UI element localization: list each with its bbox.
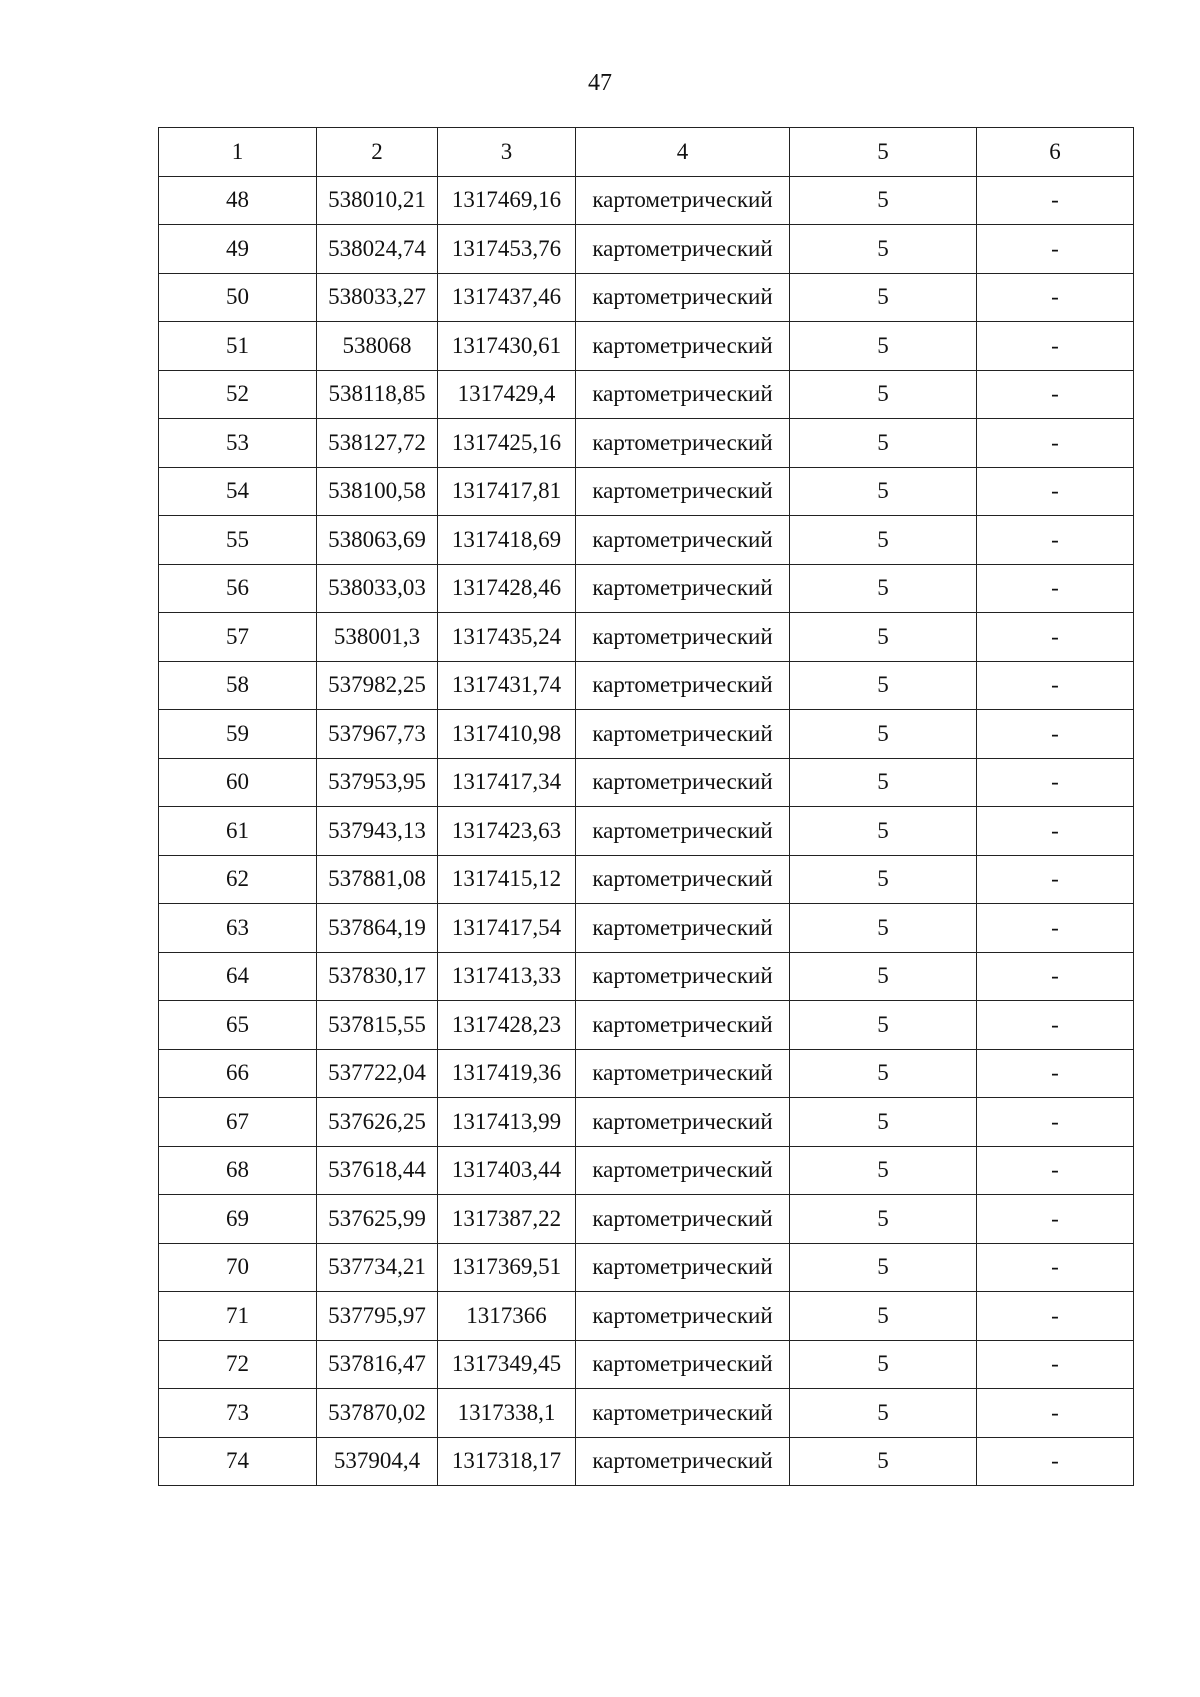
x-coordinate-cell: 537830,17 <box>317 952 438 1001</box>
point-number-cell: 51 <box>159 322 317 371</box>
note-cell: - <box>977 1389 1134 1438</box>
y-coordinate-cell: 1317413,33 <box>438 952 576 1001</box>
accuracy-cell: 5 <box>790 176 977 225</box>
method-cell: картометрический <box>576 613 790 662</box>
accuracy-cell: 5 <box>790 1389 977 1438</box>
note-cell: - <box>977 952 1134 1001</box>
y-coordinate-cell: 1317387,22 <box>438 1195 576 1244</box>
method-cell: картометрический <box>576 322 790 371</box>
point-number-cell: 70 <box>159 1243 317 1292</box>
accuracy-cell: 5 <box>790 516 977 565</box>
accuracy-cell: 5 <box>790 758 977 807</box>
accuracy-cell: 5 <box>790 1195 977 1244</box>
method-cell: картометрический <box>576 1049 790 1098</box>
note-cell: - <box>977 1340 1134 1389</box>
note-cell: - <box>977 322 1134 371</box>
x-coordinate-cell: 537864,19 <box>317 904 438 953</box>
method-cell: картометрический <box>576 1146 790 1195</box>
table-row <box>159 904 1134 953</box>
y-coordinate-cell: 1317430,61 <box>438 322 576 371</box>
table-row <box>159 1098 1134 1147</box>
table-body <box>159 176 1134 1486</box>
note-cell: - <box>977 225 1134 274</box>
method-cell: картометрический <box>576 710 790 759</box>
y-coordinate-cell: 1317419,36 <box>438 1049 576 1098</box>
accuracy-cell: 5 <box>790 710 977 759</box>
page-number: 47 <box>588 70 612 96</box>
point-number-cell: 74 <box>159 1437 317 1486</box>
x-coordinate-cell: 538024,74 <box>317 225 438 274</box>
point-number-cell: 64 <box>159 952 317 1001</box>
note-cell: - <box>977 467 1134 516</box>
point-number-cell: 54 <box>159 467 317 516</box>
point-number-cell: 50 <box>159 273 317 322</box>
method-cell: картометрический <box>576 855 790 904</box>
accuracy-cell: 5 <box>790 807 977 856</box>
x-coordinate-cell: 537953,95 <box>317 758 438 807</box>
x-coordinate-cell: 538068 <box>317 322 438 371</box>
note-cell: - <box>977 1001 1134 1050</box>
x-coordinate-cell: 537943,13 <box>317 807 438 856</box>
x-coordinate-cell: 537618,44 <box>317 1146 438 1195</box>
table-row <box>159 1340 1134 1389</box>
y-coordinate-cell: 1317417,54 <box>438 904 576 953</box>
y-coordinate-cell: 1317415,12 <box>438 855 576 904</box>
accuracy-cell: 5 <box>790 322 977 371</box>
method-cell: картометрический <box>576 1437 790 1486</box>
method-cell: картометрический <box>576 516 790 565</box>
accuracy-cell: 5 <box>790 952 977 1001</box>
x-coordinate-cell: 538118,85 <box>317 370 438 419</box>
note-cell: - <box>977 1243 1134 1292</box>
note-cell: - <box>977 1195 1134 1244</box>
point-number-cell: 63 <box>159 904 317 953</box>
x-coordinate-cell: 537626,25 <box>317 1098 438 1147</box>
note-cell: - <box>977 1146 1134 1195</box>
x-coordinate-cell: 538001,3 <box>317 613 438 662</box>
y-coordinate-cell: 1317417,81 <box>438 467 576 516</box>
note-cell: - <box>977 516 1134 565</box>
y-coordinate-cell: 1317437,46 <box>438 273 576 322</box>
method-cell: картометрический <box>576 1340 790 1389</box>
column-header: 4 <box>576 128 790 177</box>
x-coordinate-cell: 538033,27 <box>317 273 438 322</box>
x-coordinate-cell: 537904,4 <box>317 1437 438 1486</box>
method-cell: картометрический <box>576 176 790 225</box>
point-number-cell: 69 <box>159 1195 317 1244</box>
accuracy-cell: 5 <box>790 1292 977 1341</box>
accuracy-cell: 5 <box>790 225 977 274</box>
method-cell: картометрический <box>576 661 790 710</box>
method-cell: картометрический <box>576 758 790 807</box>
y-coordinate-cell: 1317425,16 <box>438 419 576 468</box>
note-cell: - <box>977 758 1134 807</box>
method-cell: картометрический <box>576 225 790 274</box>
x-coordinate-cell: 537881,08 <box>317 855 438 904</box>
note-cell: - <box>977 273 1134 322</box>
method-cell: картометрический <box>576 273 790 322</box>
point-number-cell: 57 <box>159 613 317 662</box>
accuracy-cell: 5 <box>790 467 977 516</box>
x-coordinate-cell: 537982,25 <box>317 661 438 710</box>
note-cell: - <box>977 1292 1134 1341</box>
table-row <box>159 710 1134 759</box>
x-coordinate-cell: 537967,73 <box>317 710 438 759</box>
y-coordinate-cell: 1317418,69 <box>438 516 576 565</box>
x-coordinate-cell: 537795,97 <box>317 1292 438 1341</box>
point-number-cell: 66 <box>159 1049 317 1098</box>
x-coordinate-cell: 537625,99 <box>317 1195 438 1244</box>
method-cell: картометрический <box>576 1195 790 1244</box>
method-cell: картометрический <box>576 1098 790 1147</box>
accuracy-cell: 5 <box>790 1340 977 1389</box>
note-cell: - <box>977 1049 1134 1098</box>
accuracy-cell: 5 <box>790 904 977 953</box>
table-row <box>159 1195 1134 1244</box>
point-number-cell: 55 <box>159 516 317 565</box>
y-coordinate-cell: 1317435,24 <box>438 613 576 662</box>
point-number-cell: 53 <box>159 419 317 468</box>
column-header: 5 <box>790 128 977 177</box>
accuracy-cell: 5 <box>790 1437 977 1486</box>
table-row <box>159 1389 1134 1438</box>
table-row <box>159 273 1134 322</box>
method-cell: картометрический <box>576 1243 790 1292</box>
method-cell: картометрический <box>576 1389 790 1438</box>
accuracy-cell: 5 <box>790 370 977 419</box>
table-row <box>159 1437 1134 1486</box>
note-cell: - <box>977 904 1134 953</box>
accuracy-cell: 5 <box>790 273 977 322</box>
note-cell: - <box>977 710 1134 759</box>
y-coordinate-cell: 1317453,76 <box>438 225 576 274</box>
method-cell: картометрический <box>576 370 790 419</box>
table-row <box>159 419 1134 468</box>
x-coordinate-cell: 537815,55 <box>317 1001 438 1050</box>
accuracy-cell: 5 <box>790 1049 977 1098</box>
y-coordinate-cell: 1317369,51 <box>438 1243 576 1292</box>
y-coordinate-cell: 1317403,44 <box>438 1146 576 1195</box>
note-cell: - <box>977 176 1134 225</box>
column-header: 6 <box>977 128 1134 177</box>
accuracy-cell: 5 <box>790 419 977 468</box>
note-cell: - <box>977 613 1134 662</box>
y-coordinate-cell: 1317349,45 <box>438 1340 576 1389</box>
table-row <box>159 952 1134 1001</box>
point-number-cell: 52 <box>159 370 317 419</box>
method-cell: картометрический <box>576 419 790 468</box>
point-number-cell: 73 <box>159 1389 317 1438</box>
table-row <box>159 1049 1134 1098</box>
accuracy-cell: 5 <box>790 661 977 710</box>
table-row <box>159 564 1134 613</box>
table-row <box>159 516 1134 565</box>
y-coordinate-cell: 1317413,99 <box>438 1098 576 1147</box>
table-row <box>159 1292 1134 1341</box>
method-cell: картометрический <box>576 1001 790 1050</box>
x-coordinate-cell: 537816,47 <box>317 1340 438 1389</box>
point-number-cell: 59 <box>159 710 317 759</box>
point-number-cell: 65 <box>159 1001 317 1050</box>
x-coordinate-cell: 537870,02 <box>317 1389 438 1438</box>
column-header: 3 <box>438 128 576 177</box>
note-cell: - <box>977 661 1134 710</box>
x-coordinate-cell: 538127,72 <box>317 419 438 468</box>
y-coordinate-cell: 1317431,74 <box>438 661 576 710</box>
point-number-cell: 48 <box>159 176 317 225</box>
column-header: 2 <box>317 128 438 177</box>
method-cell: картометрический <box>576 1292 790 1341</box>
y-coordinate-cell: 1317429,4 <box>438 370 576 419</box>
point-number-cell: 56 <box>159 564 317 613</box>
table-row <box>159 370 1134 419</box>
accuracy-cell: 5 <box>790 1243 977 1292</box>
y-coordinate-cell: 1317428,46 <box>438 564 576 613</box>
method-cell: картометрический <box>576 807 790 856</box>
accuracy-cell: 5 <box>790 613 977 662</box>
table-row <box>159 322 1134 371</box>
table-row <box>159 613 1134 662</box>
x-coordinate-cell: 538010,21 <box>317 176 438 225</box>
x-coordinate-cell: 538033,03 <box>317 564 438 613</box>
coordinates-table <box>158 127 1134 1486</box>
y-coordinate-cell: 1317410,98 <box>438 710 576 759</box>
x-coordinate-cell: 537734,21 <box>317 1243 438 1292</box>
accuracy-cell: 5 <box>790 1098 977 1147</box>
point-number-cell: 71 <box>159 1292 317 1341</box>
point-number-cell: 49 <box>159 225 317 274</box>
column-header: 1 <box>159 128 317 177</box>
table-row <box>159 467 1134 516</box>
table-row <box>159 807 1134 856</box>
y-coordinate-cell: 1317366 <box>438 1292 576 1341</box>
note-cell: - <box>977 855 1134 904</box>
point-number-cell: 58 <box>159 661 317 710</box>
table-row <box>159 1001 1134 1050</box>
table-row <box>159 1146 1134 1195</box>
y-coordinate-cell: 1317423,63 <box>438 807 576 856</box>
note-cell: - <box>977 1098 1134 1147</box>
method-cell: картометрический <box>576 467 790 516</box>
table-row <box>159 225 1134 274</box>
accuracy-cell: 5 <box>790 855 977 904</box>
point-number-cell: 62 <box>159 855 317 904</box>
x-coordinate-cell: 538100,58 <box>317 467 438 516</box>
table-row <box>159 661 1134 710</box>
point-number-cell: 72 <box>159 1340 317 1389</box>
method-cell: картометрический <box>576 564 790 613</box>
note-cell: - <box>977 564 1134 613</box>
table-row <box>159 1243 1134 1292</box>
point-number-cell: 61 <box>159 807 317 856</box>
method-cell: картометрический <box>576 952 790 1001</box>
point-number-cell: 68 <box>159 1146 317 1195</box>
method-cell: картометрический <box>576 904 790 953</box>
y-coordinate-cell: 1317417,34 <box>438 758 576 807</box>
table-row <box>159 176 1134 225</box>
accuracy-cell: 5 <box>790 1146 977 1195</box>
note-cell: - <box>977 419 1134 468</box>
x-coordinate-cell: 538063,69 <box>317 516 438 565</box>
x-coordinate-cell: 537722,04 <box>317 1049 438 1098</box>
y-coordinate-cell: 1317469,16 <box>438 176 576 225</box>
y-coordinate-cell: 1317338,1 <box>438 1389 576 1438</box>
table-row <box>159 855 1134 904</box>
table-header-row <box>159 128 1134 177</box>
accuracy-cell: 5 <box>790 1001 977 1050</box>
y-coordinate-cell: 1317318,17 <box>438 1437 576 1486</box>
point-number-cell: 67 <box>159 1098 317 1147</box>
note-cell: - <box>977 1437 1134 1486</box>
accuracy-cell: 5 <box>790 564 977 613</box>
note-cell: - <box>977 807 1134 856</box>
table-row <box>159 758 1134 807</box>
y-coordinate-cell: 1317428,23 <box>438 1001 576 1050</box>
point-number-cell: 60 <box>159 758 317 807</box>
note-cell: - <box>977 370 1134 419</box>
